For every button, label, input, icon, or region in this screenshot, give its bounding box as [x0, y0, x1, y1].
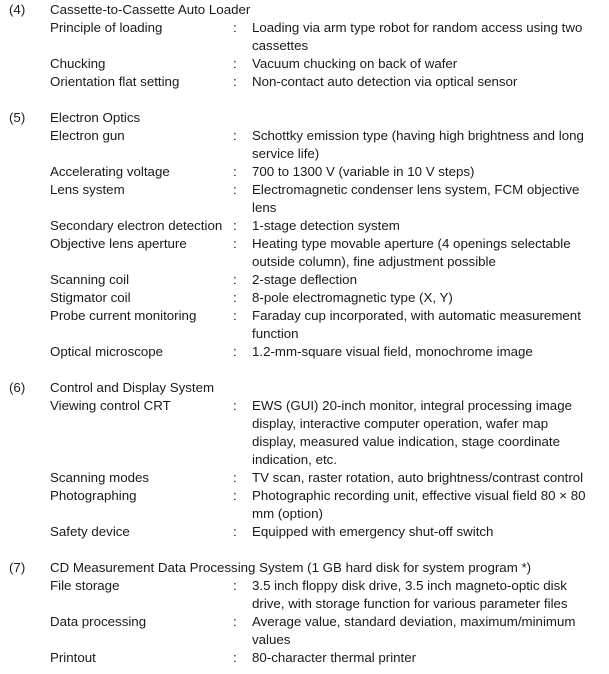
spec-row: [0, 73, 609, 91]
spec-value: Non-contact auto detection via optical sensor: [252, 74, 518, 89]
spec-label: Printout: [50, 650, 96, 665]
spec-separator: :: [233, 20, 237, 35]
spec-row: [0, 343, 609, 361]
spec-value: Heating type movable aperture (4 openings selectable outside column), fine adjustment possible: [252, 236, 571, 269]
spec-section: [0, 559, 609, 667]
spec-separator: :: [233, 308, 237, 323]
spec-label: Lens system: [50, 182, 125, 197]
spec-label: Probe current monitoring: [50, 308, 197, 323]
section-number: (5): [9, 110, 26, 125]
spec-value: Electromagnetic condenser lens system, FCM objective lens: [252, 182, 580, 215]
spec-separator: :: [233, 182, 237, 197]
spec-value: Average value, standard deviation, maximum/minimum values: [252, 614, 576, 647]
spec-separator: :: [233, 524, 237, 539]
spec-separator: :: [233, 614, 237, 629]
spec-label: Orientation flat setting: [50, 74, 180, 89]
spec-value: Schottky emission type (having high brightness and long service life): [252, 128, 584, 161]
section-number: (7): [9, 560, 26, 575]
spec-label: Scanning modes: [50, 470, 150, 485]
spec-separator: :: [233, 56, 237, 71]
spec-row: [0, 469, 609, 487]
spec-section: [0, 109, 609, 361]
spec-separator: :: [233, 470, 237, 485]
section-title: Control and Display System: [50, 380, 215, 395]
spec-label: Stigmator coil: [50, 290, 131, 305]
spec-row: [0, 523, 609, 541]
spec-row: [0, 289, 609, 307]
spec-separator: :: [233, 488, 237, 503]
spec-row: [0, 217, 609, 235]
spec-value: 700 to 1300 V (variable in 10 V steps): [252, 164, 475, 179]
spec-separator: :: [233, 164, 237, 179]
spec-section: [0, 379, 609, 541]
spec-separator: :: [233, 74, 237, 89]
section-heading: [0, 109, 609, 127]
spec-row: [0, 271, 609, 289]
spec-row: [0, 163, 609, 181]
spec-label: Scanning coil: [50, 272, 130, 287]
spec-value: Vacuum chucking on back of wafer: [252, 56, 458, 71]
spec-row: [0, 397, 609, 469]
spec-value: Photographic recording unit, effective visual field 80 × 80 mm (option): [252, 488, 586, 521]
spec-separator: :: [233, 398, 237, 413]
spec-value: EWS (GUI) 20-inch monitor, integral processing image display, interactive computer operation, wafer map display, measured value indication, stage coordinate indication, etc.: [252, 398, 572, 467]
spec-label: Photographing: [50, 488, 137, 503]
spec-separator: :: [233, 344, 237, 359]
spec-separator: :: [233, 272, 237, 287]
spec-label: Objective lens aperture: [50, 236, 187, 251]
spec-row: [0, 55, 609, 73]
section-heading: [0, 379, 609, 397]
spec-value: 1-stage detection system: [252, 218, 400, 233]
spec-value: 2-stage deflection: [252, 272, 357, 287]
spec-section: [0, 1, 609, 91]
spec-separator: :: [233, 650, 237, 665]
spec-value: 8-pole electromagnetic type (X, Y): [252, 290, 453, 305]
section-title: Cassette-to-Cassette Auto Loader: [50, 2, 251, 17]
spec-label: Safety device: [50, 524, 130, 539]
spec-value: 3.5 inch floppy disk drive, 3.5 inch magneto-optic disk drive, with storage function for various parameter files: [252, 578, 568, 611]
spec-label: Accelerating voltage: [50, 164, 170, 179]
spec-separator: :: [233, 578, 237, 593]
spec-row: [0, 307, 609, 343]
section-heading: [0, 1, 609, 19]
spec-row: [0, 613, 609, 649]
spec-value: 80-character thermal printer: [252, 650, 417, 665]
spec-label: Viewing control CRT: [50, 398, 171, 413]
spec-row: [0, 181, 609, 217]
spec-label: Principle of loading: [50, 20, 163, 35]
spec-label: Electron gun: [50, 128, 125, 143]
spec-value: Faraday cup incorporated, with automatic measurement function: [252, 308, 581, 341]
section-heading: [0, 559, 609, 577]
spec-row: [0, 649, 609, 667]
spec-separator: :: [233, 290, 237, 305]
spec-separator: :: [233, 236, 237, 251]
section-number: (4): [9, 2, 26, 17]
section-number: (6): [9, 380, 26, 395]
spec-value: 1.2-mm-square visual field, monochrome image: [252, 344, 533, 359]
spec-label: File storage: [50, 578, 120, 593]
spec-label: Data processing: [50, 614, 147, 629]
spec-row: [0, 19, 609, 55]
spec-label: Secondary electron detection: [50, 218, 223, 233]
spec-label: Chucking: [50, 56, 106, 71]
section-title: Electron Optics: [50, 110, 141, 125]
spec-row: [0, 577, 609, 613]
spec-label: Optical microscope: [50, 344, 164, 359]
spec-row: [0, 487, 609, 523]
spec-value: TV scan, raster rotation, auto brightness/contrast control: [252, 470, 584, 485]
spec-separator: :: [233, 218, 237, 233]
spec-value: Loading via arm type robot for random access using two cassettes: [252, 20, 583, 53]
spec-row: [0, 235, 609, 271]
spec-row: [0, 127, 609, 163]
spec-separator: :: [233, 128, 237, 143]
spec-value: Equipped with emergency shut-off switch: [252, 524, 494, 539]
section-title: CD Measurement Data Processing System (1 GB hard disk for system program *): [50, 560, 532, 575]
